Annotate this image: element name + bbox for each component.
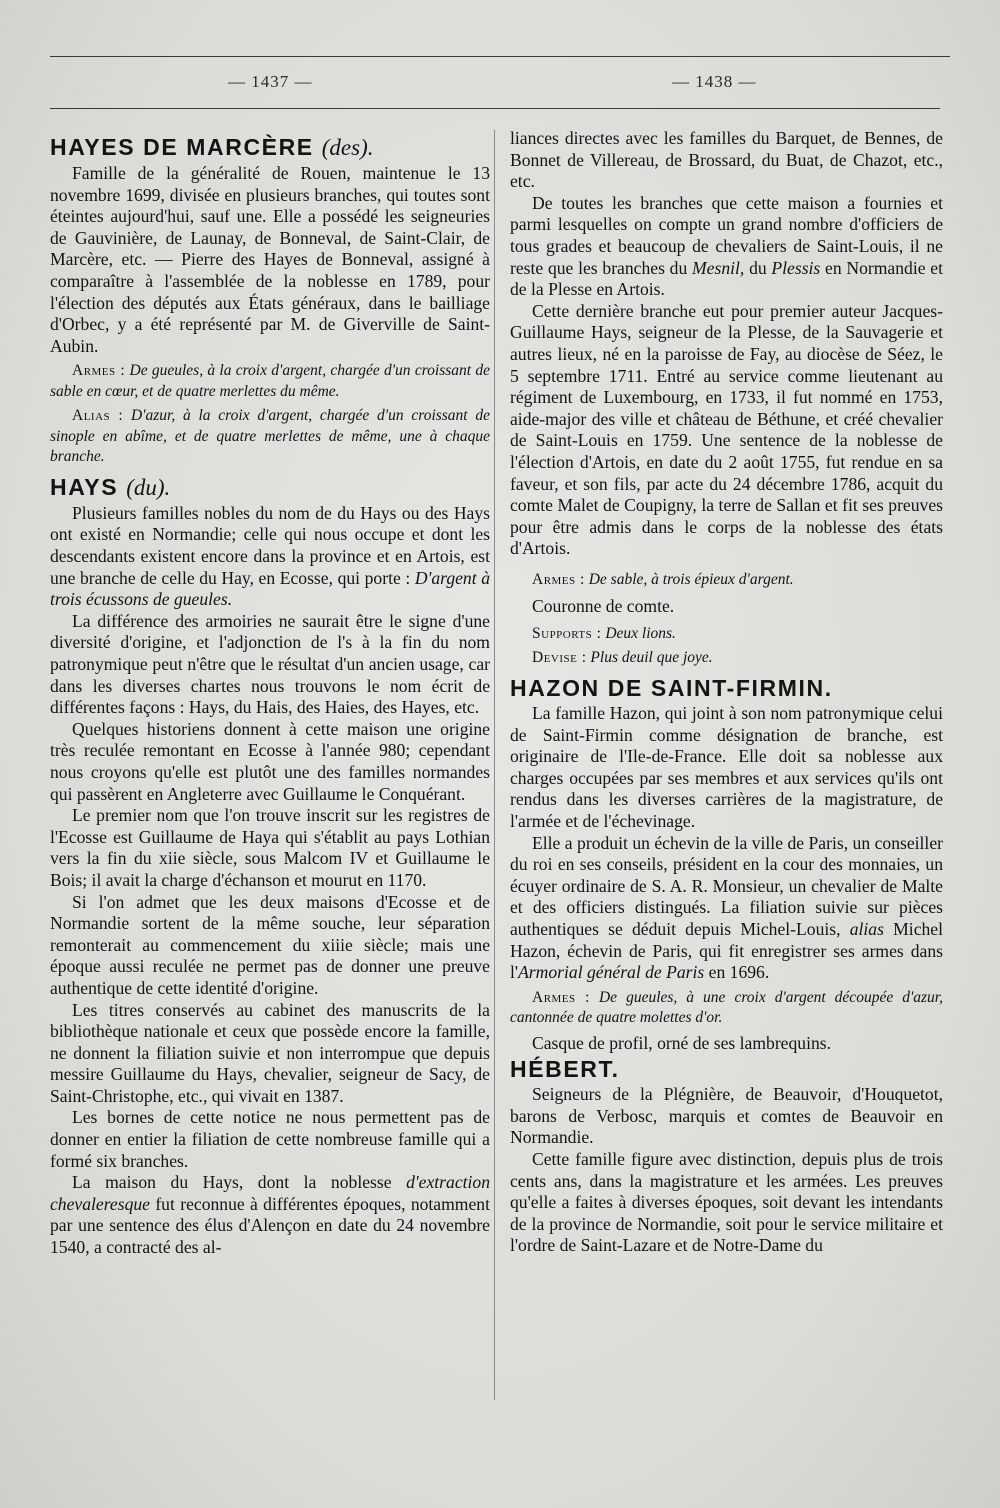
motto-label: Devise :	[532, 649, 587, 667]
paragraph-italic: D'argent à trois écussons de gueules.	[50, 567, 490, 610]
paragraph: Les bornes de cette notice ne nous permettent pas de donner en entier la filiation de cette nombreuse famille qui a formé six branches.	[50, 1107, 490, 1171]
arms-text: De gueules, à une croix d'argent découpée d'azur, cantonnée de quatre molettes d'or.	[510, 988, 943, 1027]
paragraph: liances directes avec les familles du Barquet, de Bennes, de Bonnet de Villereau, de Brossard, du Buat, de Chazot, etc., etc.	[510, 128, 943, 192]
crown-line: Couronne de comte.	[532, 596, 675, 617]
paragraph-text: en Normandie et de la Plesse en Artois.	[510, 257, 943, 300]
entry-heading-hays	[50, 472, 490, 503]
paragraph-text: du	[749, 257, 767, 278]
paragraph: La différence des armoiries ne saurait être le signe d'une diversité d'origine, et l'adjonction de l's à la fin du nom patronymique peut n'être que le résultat d'un ancien usage, car dans les diverses chartes nous trouvons le nom écrit de différentes façons : Hays, du Hais, des Haies, des Hayes, etc.	[50, 610, 490, 718]
supports-text: Deux lions.	[605, 624, 676, 642]
entry-particle: (du).	[126, 474, 171, 500]
entry-title: HAYS	[50, 473, 119, 500]
arms-line	[510, 570, 943, 591]
paragraph: Seigneurs de la Plégnière, de Beauvoir, d'Houquetot, barons de Verbosc, marquis et comtes de Beauvoir en Normandie.	[510, 1084, 943, 1148]
arms-label: Armes :	[532, 988, 590, 1006]
paragraph-text: La maison du Hays, dont la noblesse	[72, 1172, 392, 1193]
motto-text: Plus deuil que joye.	[590, 649, 713, 667]
paragraph-italic: Plessis	[771, 257, 821, 278]
entry-heading-hazon-de-saint-firmin: HAZON DE SAINT-FIRMIN.	[510, 674, 833, 701]
entry-heading-hayes-de-marcere	[50, 132, 490, 163]
paragraph	[510, 193, 943, 301]
helmet-line: Casque de profil, orné de ses lambrequins.	[532, 1032, 832, 1053]
paragraph	[50, 1172, 490, 1258]
arms-line	[50, 361, 490, 402]
supports-label: Supports :	[532, 624, 602, 642]
paragraph-text: Plusieurs familles nobles du nom de du Hays ou des Hays ont existé en Normandie; celle qui nous occupe et dont les descendants existent encore dans la province et en Artois, est une branche de celle du Hay, en Ecosse, qui porte :	[50, 502, 490, 588]
paragraph: Les titres conservés au cabinet des manuscrits de la bibliothèque nationale et ceux que possède encore la famille, ne donnent la filiation suivie et non interrompue que depuis messire Guillaume du Hays, chevalier, seigneur de Sacy, de Saint-Christophe, etc., qui vivait en 1387.	[50, 999, 490, 1106]
alias-line	[50, 406, 490, 468]
paragraph: Cette famille figure avec distinction, depuis plus de trois cents ans, dans la magistrature et les armées. Les preuves qu'elle a faites à diverses époques, soit devant les intendants de la province de Normandie, soit pour le service militaire et l'ordre de Saint-Lazare et de Notre-Dame du	[510, 1149, 943, 1256]
paragraph-italic: alias	[849, 918, 884, 939]
arms-label: Armes :	[72, 362, 126, 380]
paragraph: Famille de la généralité de Rouen, maintenue le 13 novembre 1699, divisée en plusieurs branches, qui toutes sont éteintes aujourd'hui, sauf une. Elle a possédé les seigneuries de Gauvinière, de Launay, de Bonneval, de Saint-Clair, de Marcère, etc. — Pierre des Hayes de Bonneval, assigné à comparaître à l'assemblée de la noblesse en 1789, pour l'élection des députés aux États généraux, dans le bailliage d'Orbec, y a été représenté par M. de Giverville de Saint-Aubin.	[50, 163, 490, 356]
paragraph: Le premier nom que l'on trouve inscrit sur les registres de l'Ecosse est Guillaume de Haya qui s'établit au pays Lothian vers la fin du xiie siècle, sous Malcom IV et Guillaume le Bois; il avait la charge d'échanson et mourut en 1170.	[50, 805, 490, 890]
paragraph-text: fut reconnue à différentes époques, notamment par une sentence des élus d'Alençon en date du 24 novembre 1540, a contracté des al-	[50, 1193, 490, 1258]
column-divider	[494, 130, 495, 1400]
paragraph: Cette dernière branche eut pour premier auteur Jacques-Guillaume Hays, seigneur de la Plesse, de la Sauvagerie et autres lieux, né en la paroisse de Fay, au diocèse de Séez, le 5 septembre 1711. Entré au service comme lieutenant au régiment de Luxembourg, en 1733, il fut nommé en 1753, aide-major des ville et château de Béthune, et créé chevalier de Saint-Louis en 1759. Une sentence de la noblesse de l'élection d'Artois, en date du 2 août 1755, fut rendue en sa faveur, et son fils, par acte du 24 décembre 1786, acquit du comte Malet de Coupigny, la terre de Sallan et fit ses preuves pour être admis dans le corps de la noblesse des états d'Artois.	[510, 300, 943, 559]
motto-line	[510, 648, 943, 669]
paragraph-text: De toutes les branches que cette maison a fournies et parmi lesquelles on compte un grand nombre d'officiers de tous grades et beaucoup de chevaliers de Saint-Louis, il ne reste que les branches du	[510, 192, 943, 278]
paragraph-italic: d'extraction chevaleresque	[50, 1172, 490, 1214]
paragraph: La famille Hazon, qui joint à son nom patronymique celui de Saint-Firmin comme désignation de branche, est originaire de l'Ile-de-France. Elle doit sa noblesse aux charges occupées par ses membres et aux services qu'ils ont rendus dans les diverses carrières de la magistrature, de l'armée et de l'échevinage.	[510, 702, 943, 831]
header-rule	[50, 108, 940, 109]
page-number-right: — 1438 —	[672, 72, 757, 91]
top-rule	[50, 56, 950, 57]
paragraph: Si l'on admet que les deux maisons d'Ecosse et de Normandie sortent de la même souche, leur séparation remonterait au commencement du xiiie siècle; mais une époque aussi reculée ne permet pas de donner une preuve authentique de cette identité d'origine.	[50, 891, 490, 998]
paragraph: Quelques historiens donnent à cette maison une origine très reculée remontant en Ecosse à l'année 980; cependant nous croyons qu'elle est plutôt une des familles normandes qui passèrent en Angleterre avec Guillaume le Conquérant.	[50, 718, 490, 804]
arms-text: De sable, à trois épieux d'argent.	[588, 570, 794, 588]
paragraph	[50, 503, 490, 611]
entry-particle: (des).	[321, 135, 374, 160]
paragraph	[510, 833, 943, 984]
arms-line	[510, 988, 943, 1029]
supports-line	[510, 624, 943, 645]
paragraph-italic: Mesnil,	[692, 257, 745, 278]
alias-text: D'azur, à la croix d'argent, chargée d'un croissant de sinople en abîme, et de quatre merlettes de même, une à chaque branche.	[50, 407, 491, 466]
page-number-left: — 1437 —	[228, 72, 313, 91]
paragraph-text: Michel Hazon, échevin de Paris, qui fit enregistrer ses armes dans l'	[510, 918, 943, 983]
left-column	[50, 132, 490, 1259]
entry-heading-hebert: HÉBERT.	[510, 1056, 620, 1083]
paragraph-text: en 1696.	[708, 962, 770, 983]
arms-text: De gueules, à la croix d'argent, chargée d'un croissant de sable en cœur, et de quatre merlettes du même.	[50, 362, 490, 400]
entry-title: HAYES DE MARCÈRE	[50, 134, 314, 160]
alias-label: Alias :	[72, 407, 124, 425]
paragraph-text: Elle a produit un échevin de la ville de Paris, un conseiller du roi en ses conseils, président en la cour des monnaies, un écuyer ordinaire de S. A. R. Monsieur, un chevalier de Malte et des officiers distingués. La filiation suivie sur pièces authentiques se déduit depuis Michel-Louis,	[510, 832, 943, 939]
arms-label: Armes :	[532, 570, 585, 588]
paragraph-italic: Armorial général de Paris	[518, 962, 705, 983]
right-column	[510, 128, 943, 1257]
